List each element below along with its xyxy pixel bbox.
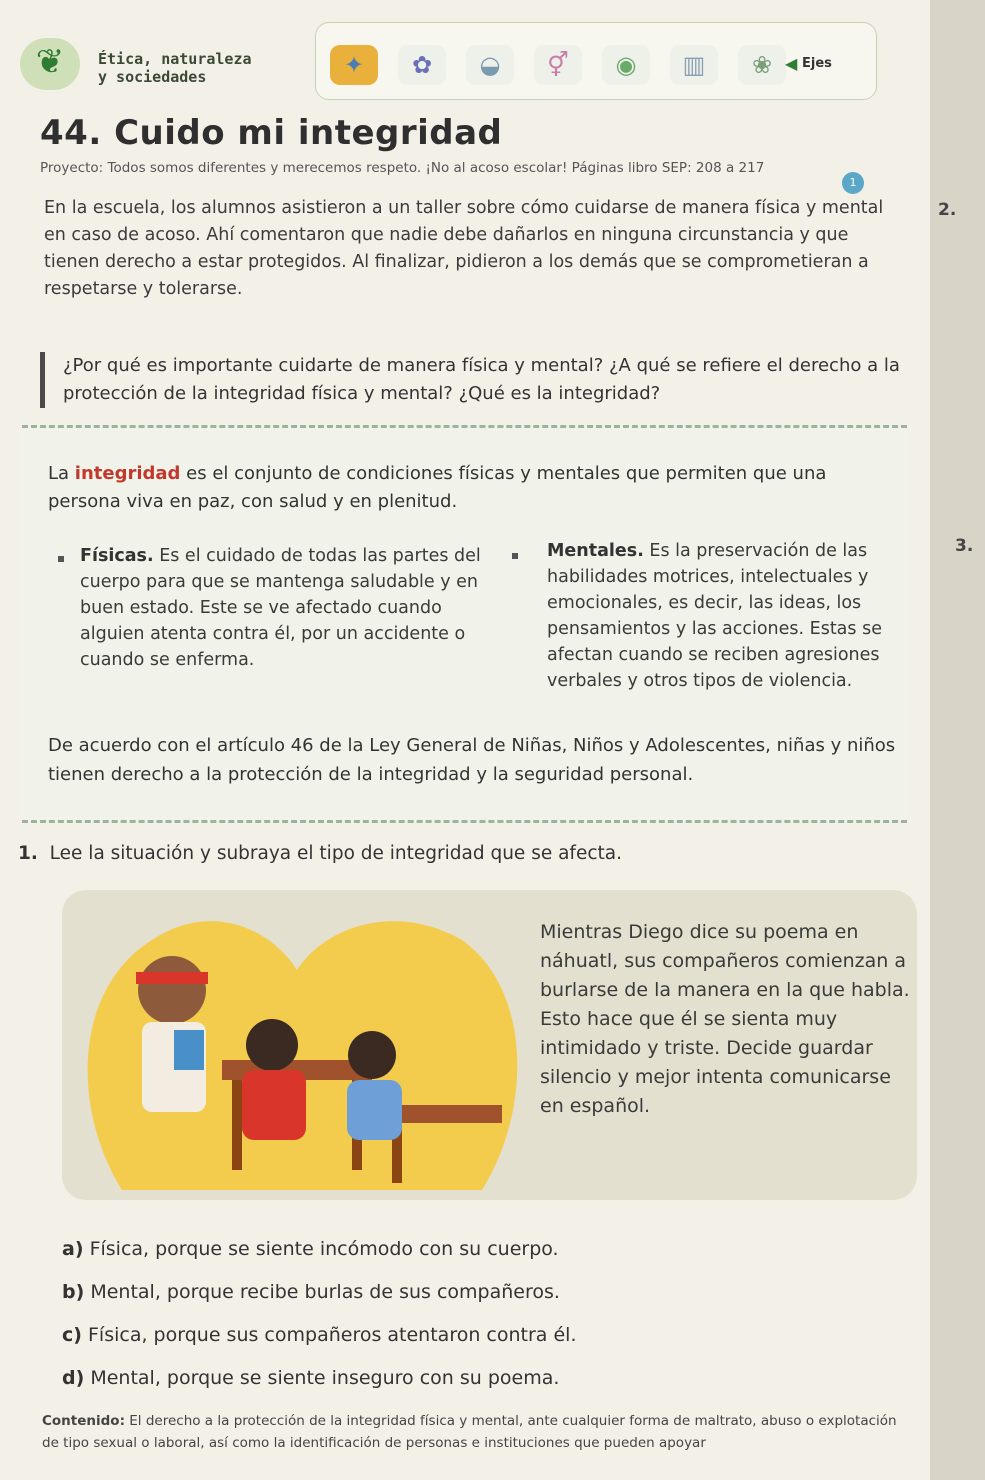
margin-number-3: 3. [955,536,974,556]
option-letter: c) [62,1324,82,1346]
circle-badge-icon[interactable]: ◉ [602,45,650,85]
exercise-instruction [18,843,622,864]
child-boy-head [348,1031,396,1079]
ejes-label: Ejes [802,56,832,71]
situation-text: Mientras Diego dice su poema en náhuatl, sus compañeros comienzan a burlarse de la manera en la que habla. Esto hace que él se sienta muy intimidado y triste. Decide guardar silencio y mejor intenta comunicarse en español. [540,921,910,1117]
plant-icon: ❦ [35,42,65,82]
situation-card [62,890,917,1200]
mentales-item [547,538,907,694]
fisicas-item [80,543,500,673]
child-girl-dress [242,1070,306,1140]
intro-paragraph: En la escuela, los alumnos asistieron a un taller sobre cómo cuidarse de manera física y mental en caso de acoso. Ahí comentaron que nadie debe dañarlos en ninguna circunstancia y que tienen derecho a estar protegidos. Al finalizar, pidieron a los demás que se comprometieran a respetarse y tolerarse. [44,198,884,299]
desk-leg-left [232,1080,242,1170]
option-text: Física, porque se siente incómodo con su cuerpo. [89,1238,559,1260]
exercise-instruction-text: Lee la situación y subraya el tipo de integridad que se afecta. [49,843,622,864]
child-diego-headband [136,972,208,984]
child-boy-body [347,1080,402,1140]
fisicas-text: Es el cuidado de todas las partes del cuerpo para que se mantenga saludable y en buen estado. Este se ve afectado cuando alguien atenta contra él, por un accidente o cuando se enferma. [80,546,481,670]
option-letter: d) [62,1367,85,1389]
bullet-fisicas [58,556,64,562]
answer-options [62,1228,576,1400]
option-letter: b) [62,1281,85,1303]
exercise-number: 1. [18,843,38,864]
classroom-illustration [62,890,532,1200]
definition-text: es el conjunto de condiciones físicas y mentales que permiten que una persona viva en paz, con salud y en plenitud. [48,463,827,512]
next-page-edge [930,0,985,1480]
bullet-mentales [512,553,518,559]
lesson-title: 44. Cuido mi integridad [40,113,503,153]
margin-bubble-number: 1 [842,172,864,194]
option-b[interactable] [62,1271,576,1314]
gender-icon[interactable]: ⚥ [534,45,582,85]
option-text: Mental, porque se siente inseguro con su poema. [90,1367,560,1389]
law-paragraph: De acuerdo con el artículo 46 de la Ley General de Niñas, Niños y Adolescentes, niñas y niños tienen derecho a la protección de la integridad y la seguridad personal. [48,735,896,785]
option-c[interactable] [62,1314,576,1357]
poem-book [174,1030,204,1070]
definition-prefix: La [48,463,75,484]
margin-number-2: 2. [938,200,957,220]
project-line: Proyecto: Todos somos diferentes y merecemos respeto. ¡No al acoso escolar! Páginas libro SEP: 208 a 217 [40,160,765,176]
option-text: Física, porque sus compañeros atentaron contra él. [88,1324,577,1346]
definition-term: integridad [74,463,181,484]
integrity-definition [48,460,888,516]
footer-text: El derecho a la protección de la integridad física y mental, ante cualquier forma de maltrato, abuso o explotación de tipo sexual o laboral, así como la identificación de personas e instituciones que pueden apoyar [42,1413,897,1451]
content-footer [42,1410,902,1454]
option-a[interactable] [62,1228,576,1271]
mentales-text: Es la preservación de las habilidades motrices, intelectuales y emocionales, es decir, las ideas, los pensamientos y las acciones. Estas se afectan cuando se reciben agresiones verbales y otros tipos de violencia. [547,541,882,691]
guiding-questions: ¿Por qué es importante cuidarte de manera física y mental? ¿A qué se refiere el derecho a la protección de la integridad física y mental? ¿Qué es la integridad? [40,352,918,408]
subject-title [98,50,252,86]
bowl-icon[interactable]: ◒ [466,45,514,85]
mentales-label: Mentales. [547,541,644,561]
option-text: Mental, porque recibe burlas de sus compañeros. [90,1281,560,1303]
subject-line-1: Ética, naturaleza [98,50,252,68]
arrow-left-icon: ◀ [785,54,798,73]
child-diego-head [138,956,206,1024]
book-icon[interactable]: ▥ [670,45,718,85]
option-letter: a) [62,1238,84,1260]
child-girl-head [246,1019,298,1071]
option-d[interactable] [62,1357,576,1400]
gear-flower-icon[interactable]: ✿ [398,45,446,85]
fisicas-label: Físicas. [80,546,154,566]
leaf-group-icon[interactable]: ❀ [738,45,786,85]
footer-label: Contenido: [42,1413,125,1429]
subject-line-2: y sociedades [98,68,207,86]
map-puzzle-icon[interactable]: ✦ [330,45,378,85]
page-header [10,10,880,100]
